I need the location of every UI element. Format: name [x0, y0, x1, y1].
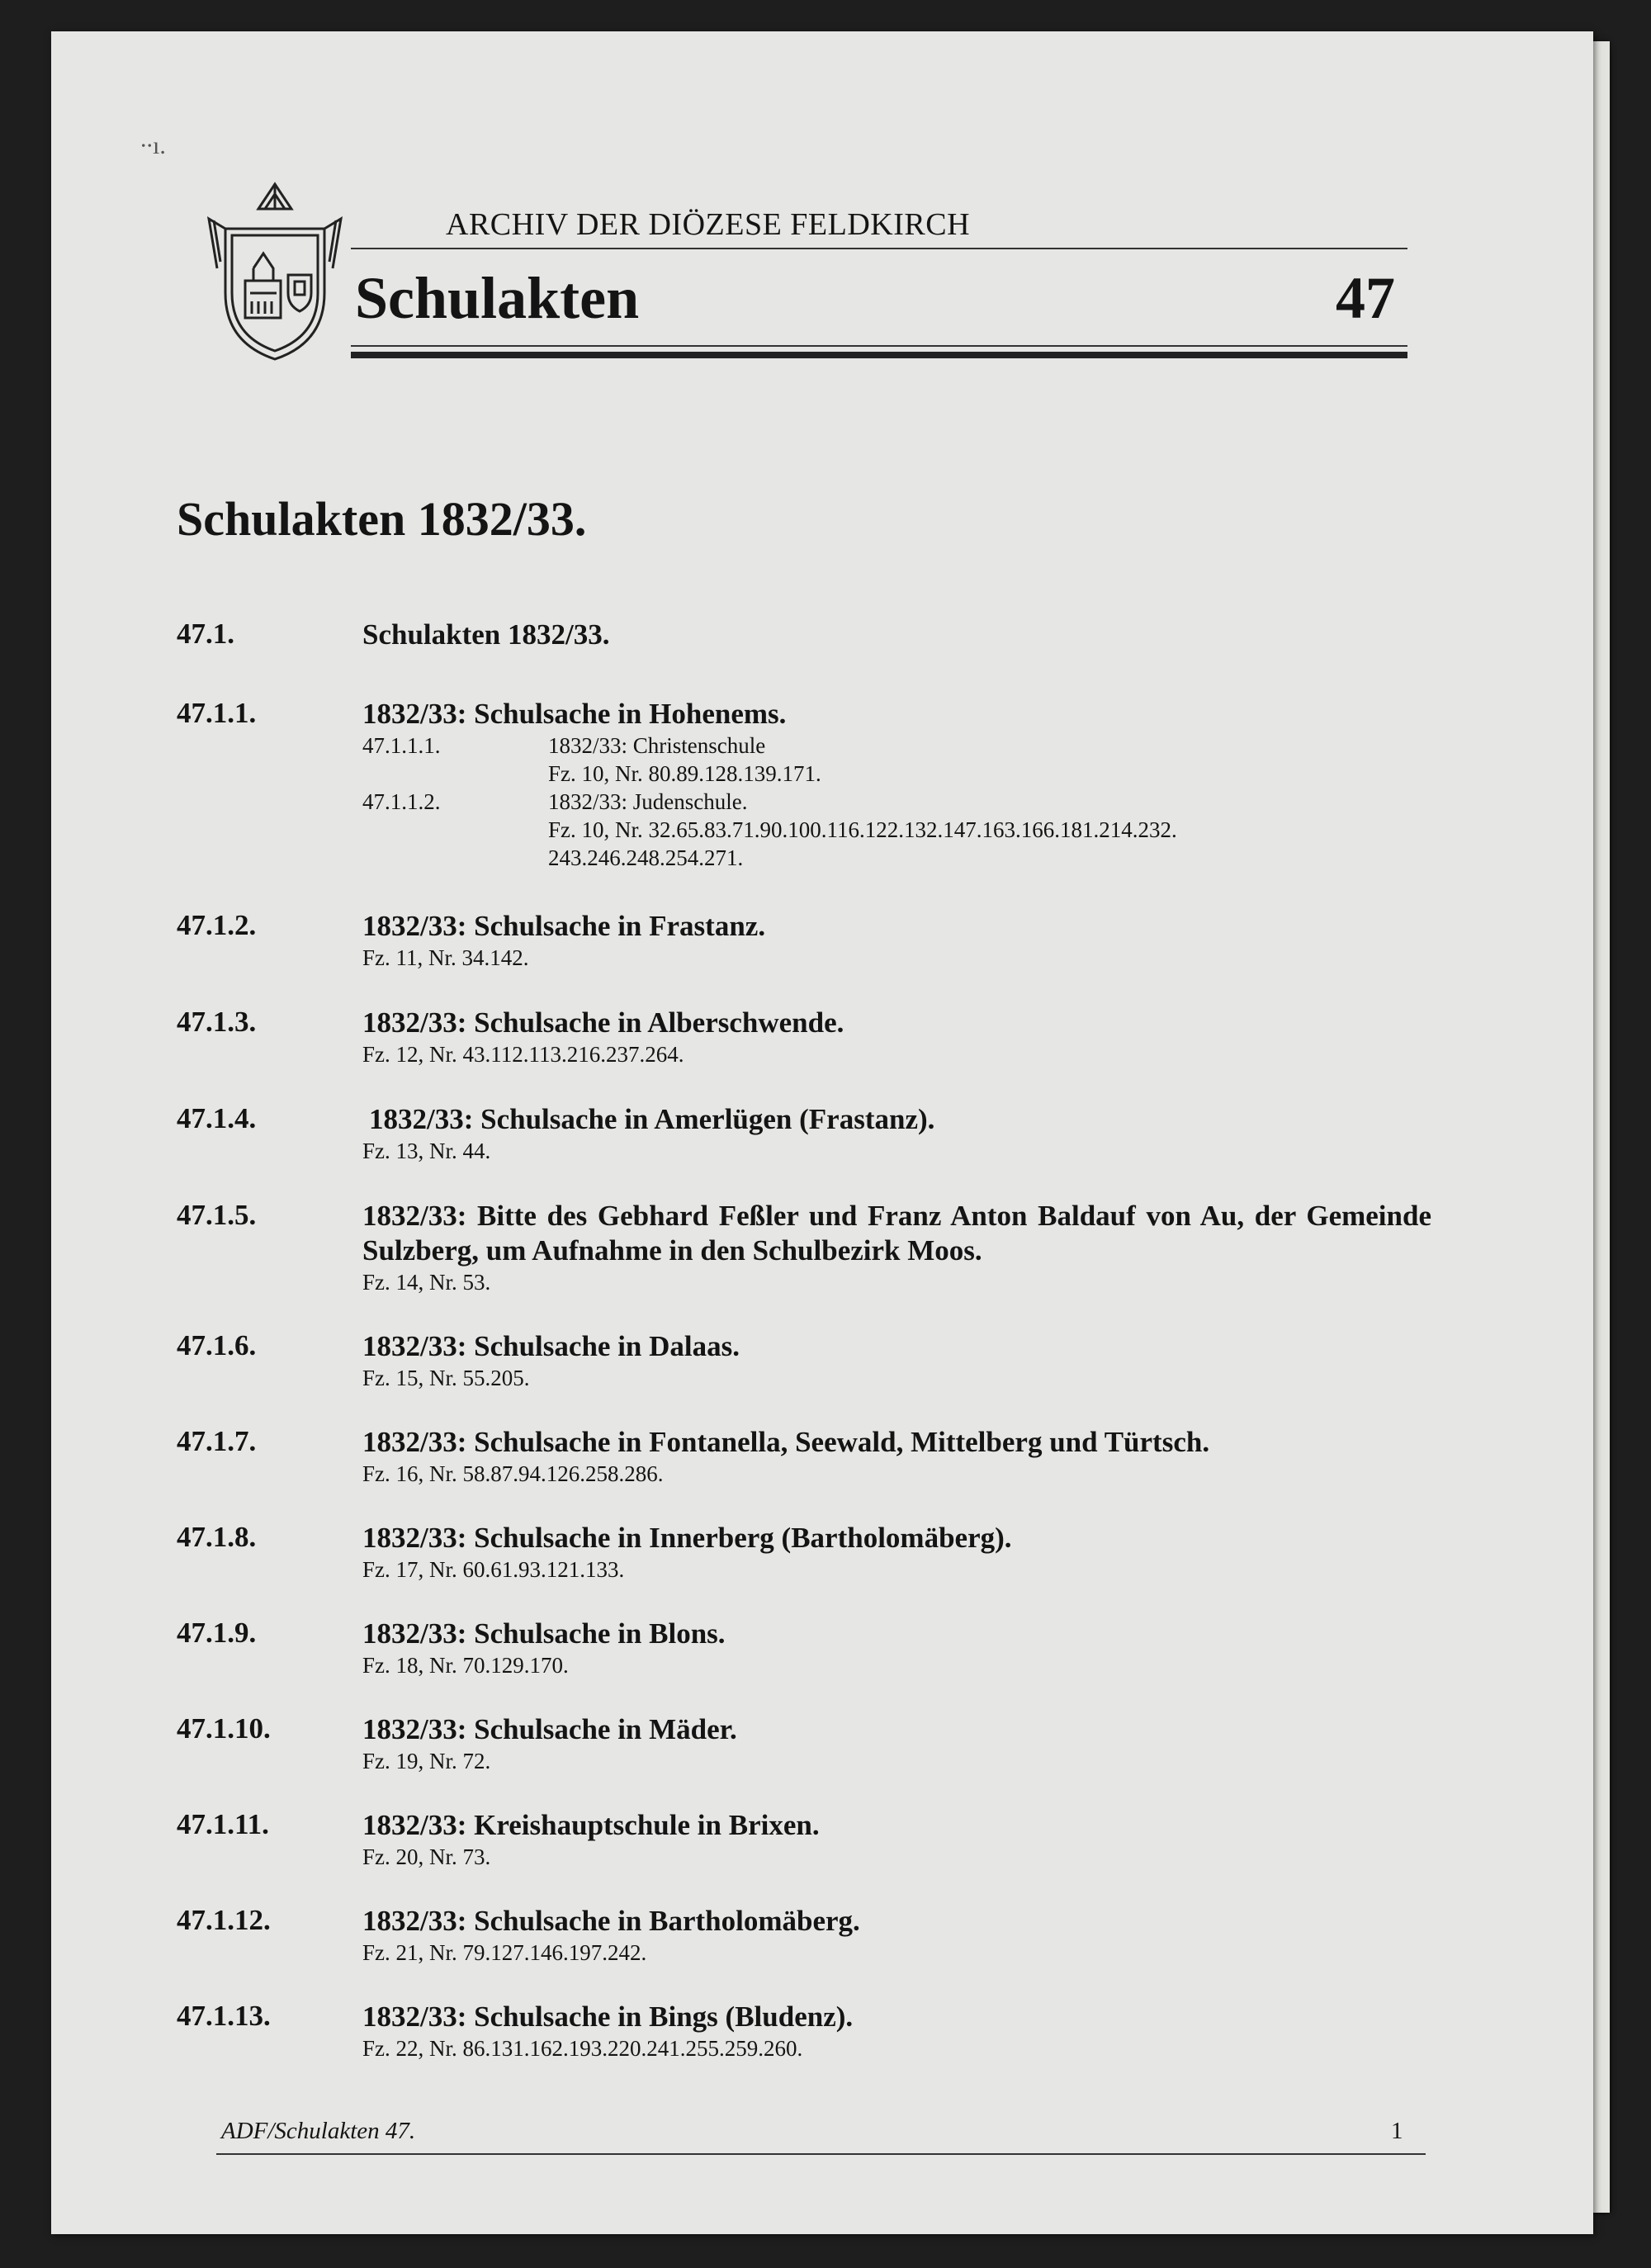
entry-title: 1832/33: Schulsache in Fontanella, Seewald, Mittelberg und Türtsch. — [362, 1426, 1210, 1458]
entry-title: 1832/33: Schulsache in Bings (Bludenz). — [362, 2000, 854, 2033]
section-heading: Schulakten 1832/33. — [177, 492, 587, 546]
entry-number: 47.1.9. — [177, 1617, 257, 1649]
entry-title: 1832/33: Schulsache in Mäder. — [362, 1713, 737, 1745]
list-item — [177, 618, 1431, 652]
sub-entry-number: 47.1.1.2. — [362, 789, 441, 814]
entry-number: 47.1.10. — [177, 1712, 271, 1745]
entry-reference: Fz. 12, Nr. 43.112.113.216.237.264. — [362, 1042, 684, 1067]
entry-title: 1832/33: Schulsache in Amerlügen (Frastanz). — [369, 1103, 935, 1135]
header-rule-thick — [351, 352, 1407, 358]
archive-name: ARCHIV DER DIÖZESE FELDKIRCH — [446, 207, 971, 242]
list-item — [177, 1521, 1431, 1584]
entry-number: 47.1. — [177, 618, 234, 650]
entry-reference: Fz. 16, Nr. 58.87.94.126.258.286. — [362, 1461, 664, 1486]
list-item — [177, 1712, 1431, 1775]
entry-reference: Fz. 19, Nr. 72. — [362, 1749, 491, 1773]
entry-title: 1832/33: Schulsache in Innerberg (Bartholomäberg). — [362, 1522, 1012, 1554]
sub-entry-number: 47.1.1.1. — [362, 733, 441, 758]
entry-number: 47.1.13. — [177, 2000, 271, 2032]
footer-source: ADF/Schulakten 47. — [221, 2118, 416, 2144]
list-item — [177, 1904, 1431, 1967]
list-item — [177, 909, 1431, 972]
list-item — [177, 697, 1431, 872]
entry-title: 1832/33: Schulsache in Frastanz. — [362, 910, 766, 942]
entry-reference: Fz. 15, Nr. 55.205. — [362, 1366, 530, 1390]
diocese-coat-of-arms-icon — [202, 178, 347, 363]
entry-number: 47.1.7. — [177, 1425, 257, 1457]
list-item — [177, 1102, 1431, 1165]
header-rule-mid — [351, 345, 1407, 347]
page-number: 1 — [1391, 2118, 1403, 2144]
entry-title: 1832/33: Schulsache in Dalaas. — [362, 1330, 740, 1362]
entry-reference: Fz. 18, Nr. 70.129.170. — [362, 1653, 569, 1678]
volume-number: 47 — [1336, 265, 1395, 331]
entry-number: 47.1.11. — [177, 1808, 269, 1840]
entry-number: 47.1.2. — [177, 909, 257, 941]
entry-number: 47.1.6. — [177, 1329, 257, 1361]
entry-title: 1832/33: Schulsache in Alberschwende. — [362, 1006, 844, 1039]
entry-reference: Fz. 17, Nr. 60.61.93.121.133. — [362, 1557, 625, 1582]
list-item — [177, 1808, 1431, 1871]
entry-title: 1832/33: Schulsache in Bartholomäberg. — [362, 1905, 860, 1937]
entry-number: 47.1.3. — [177, 1006, 257, 1038]
list-item — [177, 1329, 1431, 1392]
sub-entry — [362, 732, 1431, 788]
entry-reference: Fz. 14, Nr. 53. — [362, 1270, 491, 1295]
entry-number: 47.1.5. — [177, 1199, 257, 1231]
sub-entry-reference: Fz. 10, Nr. 32.65.83.71.90.100.116.122.132.147.163.166.181.214.232. — [548, 817, 1177, 842]
entry-reference: Fz. 20, Nr. 73. — [362, 1844, 491, 1869]
entry-number: 47.1.1. — [177, 697, 257, 729]
entry-number: 47.1.12. — [177, 1904, 271, 1936]
footer-rule — [216, 2153, 1426, 2155]
entry-number: 47.1.8. — [177, 1521, 257, 1553]
list-item — [177, 1425, 1431, 1488]
entry-reference: Fz. 11, Nr. 34.142. — [362, 945, 529, 970]
list-item — [177, 1006, 1431, 1068]
sub-entry-reference-cont: 243.246.248.254.271. — [548, 845, 744, 870]
sub-entry-reference: Fz. 10, Nr. 80.89.128.139.171. — [548, 761, 821, 786]
entry-title: 1832/33: Bitte des Gebhard Feßler und Franz Anton Baldauf von Au, der Gemeinde Sulzberg, um Aufnahme in den Schulbezirk Moos. — [362, 1200, 1431, 1267]
entry-reference: Fz. 21, Nr. 79.127.146.197.242. — [362, 1940, 647, 1965]
sub-entry-title: 1832/33: Judenschule. — [548, 789, 748, 814]
entry-reference: Fz. 22, Nr. 86.131.162.193.220.241.255.259.260. — [362, 2036, 803, 2061]
header-rule-top — [351, 248, 1407, 249]
list-item — [177, 1617, 1431, 1679]
list-item — [177, 1199, 1431, 1296]
sub-entry-title: 1832/33: Christenschule — [548, 733, 766, 758]
list-item — [177, 2000, 1431, 2062]
entry-title: 1832/33: Kreishauptschule in Brixen. — [362, 1809, 820, 1841]
entry-reference: Fz. 13, Nr. 44. — [362, 1139, 491, 1163]
margin-mark: ∙∙ı. — [140, 132, 166, 159]
page-title: Schulakten — [355, 265, 640, 331]
entry-number: 47.1.4. — [177, 1102, 257, 1134]
sub-entry — [362, 788, 1431, 872]
entry-title: Schulakten 1832/33. — [362, 618, 610, 651]
entry-title: 1832/33: Schulsache in Blons. — [362, 1617, 726, 1650]
entry-title: 1832/33: Schulsache in Hohenems. — [362, 698, 787, 730]
